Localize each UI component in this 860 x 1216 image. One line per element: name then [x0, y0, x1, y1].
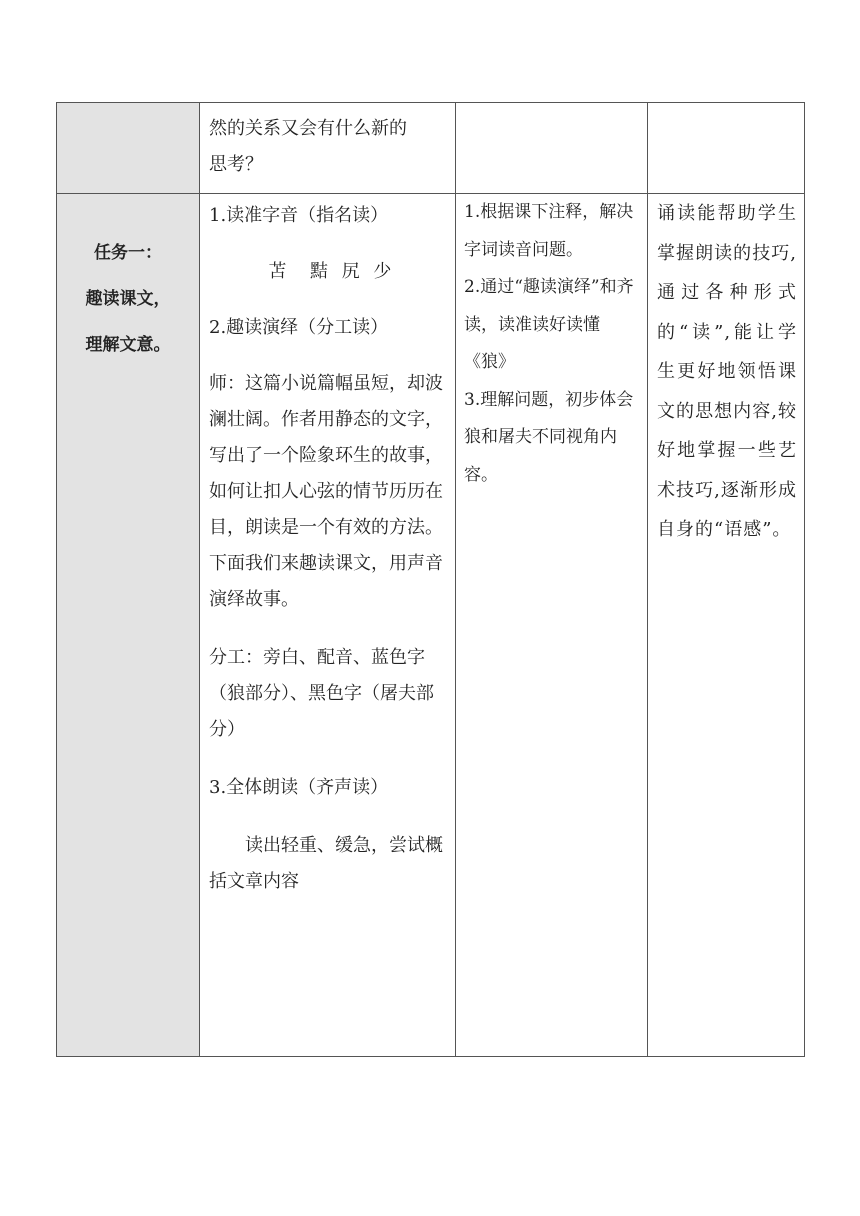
table-row: [57, 103, 805, 194]
goal-3: 3.理解问题，初步体会狼和屠夫不同视角内容。: [464, 389, 634, 485]
goals-cell: [456, 194, 648, 1057]
step-3-detail: 读出轻重、缓急，尝试概括文章内容: [209, 835, 443, 892]
pronunciation-characters: 苫 黠 尻 少: [268, 261, 396, 282]
activity-cell: [200, 194, 456, 1057]
task-cell: [57, 194, 200, 1057]
step-1: 1.读准字音（指名读）: [209, 205, 389, 226]
goal-cell-continued: [456, 103, 648, 194]
rationale-cell: [648, 194, 805, 1057]
continued-text-line: 然的关系又会有什么新的: [209, 118, 407, 139]
teacher-talk: 师：这篇小说篇幅虽短，却波澜壮阔。作者用静态的文字，写出了一个险象环生的故事，如何让扣人心弦的情节历历在目，朗读是一个有效的方法。下面我们来趣读课文，用声音演绎故事。: [209, 373, 443, 610]
table-row: [57, 194, 805, 1057]
rationale-text: 诵读能帮助学生掌握朗读的技巧,通过各种形式的“读”,能让学生更好地领悟课文的思想内容,较好地掌握一些艺术技巧,逐渐形成自身的“语感”。: [657, 203, 797, 540]
step-2: 2.趣读演绎（分工读）: [209, 317, 389, 338]
role-division: 分工：旁白、配音、蓝色字（狼部分）、黑色字（屠夫部分）: [209, 647, 434, 740]
step-3: 3.全体朗读（齐声读）: [209, 777, 389, 798]
continued-text-line: 思考？: [209, 154, 263, 175]
goal-1: 1.根据课下注释，解决字词读音问题。: [464, 202, 634, 260]
rationale-cell-continued: [648, 103, 805, 194]
lesson-plan-table: [56, 102, 805, 1057]
activity-cell-continued: [200, 103, 456, 194]
task-title: 任务一： 趣读课文， 理解文意。: [85, 243, 171, 355]
task-cell-continued: [57, 103, 200, 194]
goal-2: 2.通过“趣读演绎”和齐读，读准读好读懂《狼》: [464, 277, 634, 372]
